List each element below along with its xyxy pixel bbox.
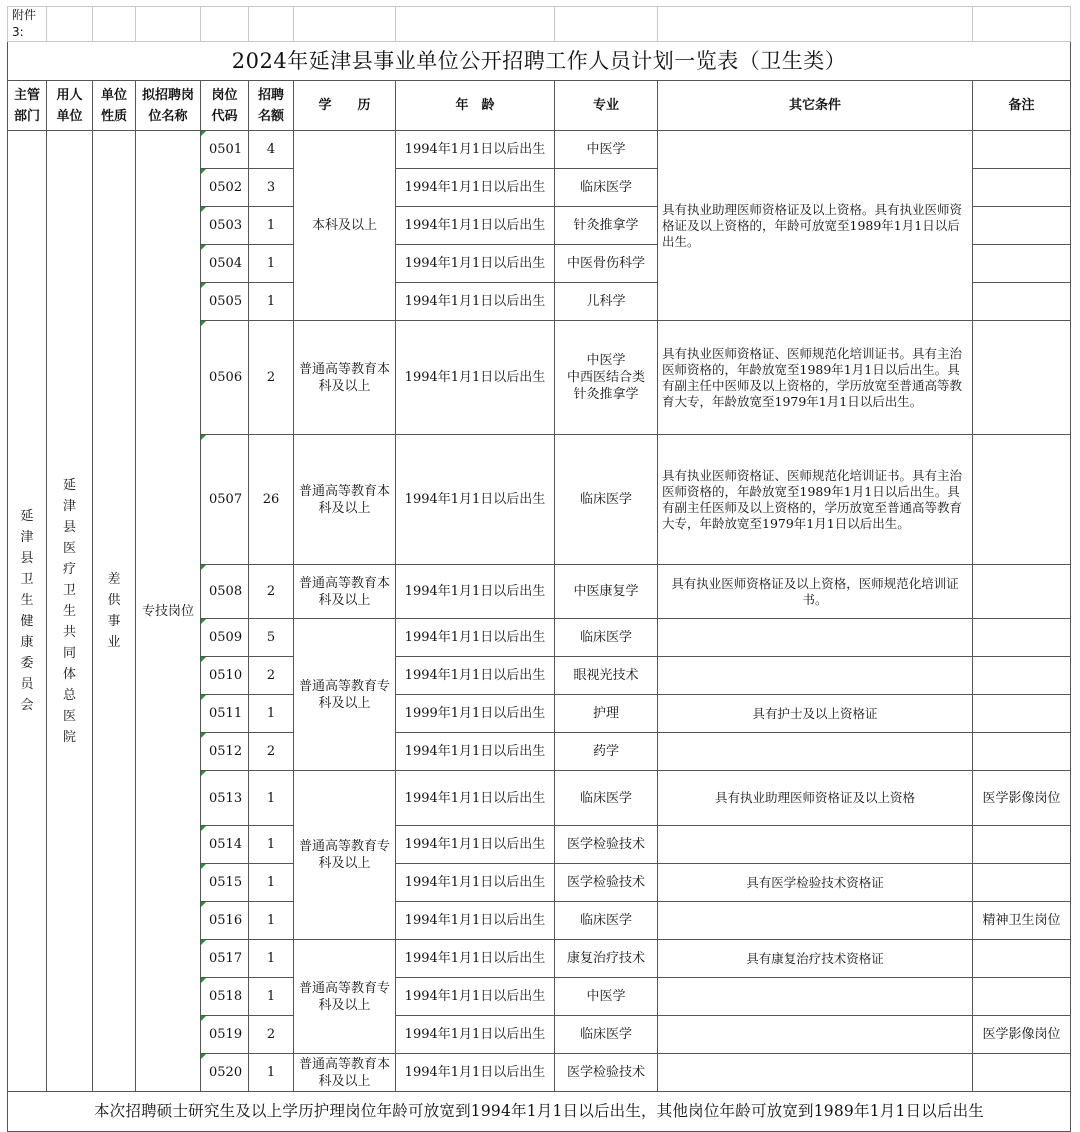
cell-major (555, 207, 658, 245)
cell-code: 0501 (201, 131, 249, 169)
cell-age: 1994年1月1日以后出生 (396, 435, 555, 565)
major-line: 眼视光技术 (573, 668, 639, 683)
cell-other-conditions (658, 657, 973, 695)
cell-code: 0518 (201, 978, 249, 1016)
header-nature: 单位性质 (93, 81, 136, 131)
header-remark: 备注 (973, 81, 1071, 131)
cell-remark (973, 940, 1071, 978)
cell-other-conditions (658, 902, 973, 940)
major-line: 医学检验技术 (566, 875, 645, 890)
cell-major (555, 245, 658, 283)
cell-other-conditions (658, 619, 973, 657)
cell-other-conditions: 具有护士及以上资格证 (658, 695, 973, 733)
cell-major (555, 435, 658, 565)
major-line: 中西医结合类 (566, 370, 645, 385)
major-line: 针灸推拿学 (573, 387, 639, 402)
cell-code: 0502 (201, 169, 249, 207)
cell-quota: 1 (249, 940, 294, 978)
major-line: 中医骨伤科学 (566, 256, 645, 271)
cell-remark (973, 435, 1071, 565)
cell-quota: 26 (249, 435, 294, 565)
cell-remark (973, 864, 1071, 902)
cell-remark (973, 321, 1071, 435)
cell-code: 0503 (201, 207, 249, 245)
cell-major (555, 283, 658, 321)
cell-code: 0510 (201, 657, 249, 695)
cell-quota: 1 (249, 1054, 294, 1092)
cell-age: 1999年1月1日以后出生 (396, 695, 555, 733)
table-row (8, 131, 1071, 169)
header-code: 岗位代码 (201, 81, 249, 131)
cell-age: 1994年1月1日以后出生 (396, 1054, 555, 1092)
cell-remark (973, 565, 1071, 619)
cell-age: 1994年1月1日以后出生 (396, 1016, 555, 1054)
cell-post-name (136, 131, 201, 1092)
cell-code: 0515 (201, 864, 249, 902)
major-line: 临床医学 (579, 913, 632, 928)
cell-other-conditions: 具有执业助理医师资格证及以上资格 (658, 771, 973, 826)
major-line: 临床医学 (579, 180, 632, 195)
cell-major (555, 619, 658, 657)
cell-remark (973, 283, 1071, 321)
cell-major (555, 131, 658, 169)
header-age: 年 龄 (396, 81, 555, 131)
cell-quota: 1 (249, 902, 294, 940)
cell-age: 1994年1月1日以后出生 (396, 321, 555, 435)
cell-education: 普通高等教育专科及以上 (294, 619, 396, 771)
cell-education: 普通高等教育专科及以上 (294, 771, 396, 940)
cell-code: 0519 (201, 1016, 249, 1054)
header-dept: 主管部门 (8, 81, 47, 131)
cell-other-conditions (658, 978, 973, 1016)
cell-quota: 1 (249, 864, 294, 902)
cell-other-conditions (658, 733, 973, 771)
cell-other-conditions (658, 1054, 973, 1092)
cell-remark (973, 169, 1071, 207)
cell-major (555, 826, 658, 864)
recruitment-plan-table (7, 6, 1071, 1132)
cell-age: 1994年1月1日以后出生 (396, 169, 555, 207)
header-quota: 招聘名额 (249, 81, 294, 131)
cell-quota: 2 (249, 657, 294, 695)
cell-remark (973, 826, 1071, 864)
nature-text: 差供事业 (107, 572, 121, 650)
major-line: 中医学 (586, 142, 626, 157)
cell-other-conditions: 具有执业医师资格证、医师规范化培训证书。具有主治医师资格的，年龄放宽至1989年1月1日以后出生。具有副主任中医师及以上资格的，学历放宽至普通高等教育大专，年龄放宽至1979年1月1日以后出生。 (658, 321, 973, 435)
cell-age: 1994年1月1日以后出生 (396, 283, 555, 321)
cell-age: 1994年1月1日以后出生 (396, 978, 555, 1016)
cell-age: 1994年1月1日以后出生 (396, 207, 555, 245)
cell-remark (973, 207, 1071, 245)
cell-major (555, 321, 658, 435)
cell-code: 0511 (201, 695, 249, 733)
cell-other-conditions: 具有执业助理医师资格证及以上资格。具有执业医师资格证及以上资格的，年龄可放宽至1989年1月1日以后出生。 (658, 131, 973, 321)
cell-code: 0514 (201, 826, 249, 864)
cell-major (555, 565, 658, 619)
cell-quota: 1 (249, 695, 294, 733)
cell-quota: 3 (249, 169, 294, 207)
major-line: 药学 (592, 744, 619, 759)
header-other: 其它条件 (658, 81, 973, 131)
cell-nature (93, 131, 136, 1092)
cell-remark: 精神卫生岗位 (973, 902, 1071, 940)
major-line: 中医学 (586, 989, 626, 1004)
dept-text: 延津县卫生健康委员会 (20, 509, 34, 713)
cell-other-conditions (658, 1016, 973, 1054)
cell-remark (973, 245, 1071, 283)
cell-code: 0507 (201, 435, 249, 565)
cell-other-conditions (658, 826, 973, 864)
cell-major (555, 657, 658, 695)
major-line: 临床医学 (579, 1027, 632, 1042)
cell-major (555, 1016, 658, 1054)
cell-code: 0516 (201, 902, 249, 940)
major-line: 针灸推拿学 (573, 218, 639, 233)
major-line: 医学检验技术 (566, 1065, 645, 1080)
cell-major (555, 864, 658, 902)
unit-text: 延津县医疗卫生共同体总医院 (62, 477, 76, 745)
cell-major (555, 1054, 658, 1092)
cell-code: 0508 (201, 565, 249, 619)
cell-code: 0509 (201, 619, 249, 657)
cell-code: 0506 (201, 321, 249, 435)
major-line: 中医康复学 (573, 584, 639, 599)
cell-remark (973, 619, 1071, 657)
page-title: 2024年延津县事业单位公开招聘工作人员计划一览表（卫生类） (8, 42, 1071, 81)
cell-major (555, 771, 658, 826)
footer-note: 本次招聘硕士研究生及以上学历护理岗位年龄可放宽到1994年1月1日以后出生，其他岗位年龄可放宽到1989年1月1日以后出生 (8, 1092, 1071, 1132)
cell-age: 1994年1月1日以后出生 (396, 245, 555, 283)
cell-education: 普通高等教育本科及以上 (294, 321, 396, 435)
cell-remark (973, 131, 1071, 169)
cell-age: 1994年1月1日以后出生 (396, 826, 555, 864)
attachment-label: 附件3: (8, 7, 47, 42)
cell-age: 1994年1月1日以后出生 (396, 940, 555, 978)
cell-other-conditions: 具有执业医师资格证、医师规范化培训证书。具有主治医师资格的，年龄放宽至1989年1月1日以后出生。具有副主任医师及以上资格的，学历放宽至普通高等教育大专，年龄放宽至1979年1月1日以后出生。 (658, 435, 973, 565)
cell-education: 普通高等教育专科及以上 (294, 940, 396, 1054)
cell-remark (973, 657, 1071, 695)
header-unit: 用人单位 (47, 81, 93, 131)
major-line: 中医学 (586, 353, 626, 368)
cell-remark (973, 978, 1071, 1016)
cell-other-conditions: 具有执业医师资格证及以上资格，医师规范化培训证书。 (658, 565, 973, 619)
cell-quota: 2 (249, 565, 294, 619)
cell-quota: 1 (249, 826, 294, 864)
major-line: 临床医学 (579, 630, 632, 645)
cell-remark (973, 733, 1071, 771)
cell-quota: 4 (249, 131, 294, 169)
cell-code: 0513 (201, 771, 249, 826)
header-major: 专业 (555, 81, 658, 131)
cell-remark: 医学影像岗位 (973, 771, 1071, 826)
cell-code: 0512 (201, 733, 249, 771)
cell-quota: 2 (249, 733, 294, 771)
major-line: 康复治疗技术 (566, 951, 645, 966)
cell-quota: 2 (249, 321, 294, 435)
cell-age: 1994年1月1日以后出生 (396, 864, 555, 902)
cell-education: 普通高等教育本科及以上 (294, 1054, 396, 1092)
cell-major (555, 978, 658, 1016)
major-line: 临床医学 (579, 790, 632, 806)
cell-other-conditions: 具有医学检验技术资格证 (658, 864, 973, 902)
cell-quota: 5 (249, 619, 294, 657)
cell-major (555, 940, 658, 978)
cell-quota: 1 (249, 283, 294, 321)
major-line: 医学检验技术 (566, 837, 645, 852)
major-line: 儿科学 (586, 294, 626, 309)
cell-code: 0517 (201, 940, 249, 978)
cell-major (555, 695, 658, 733)
cell-quota: 1 (249, 978, 294, 1016)
post-name-text: 专技岗位 (141, 603, 194, 619)
cell-age: 1994年1月1日以后出生 (396, 771, 555, 826)
cell-quota: 1 (249, 207, 294, 245)
cell-age: 1994年1月1日以后出生 (396, 902, 555, 940)
cell-major (555, 902, 658, 940)
header-post-name: 拟招聘岗位名称 (136, 81, 201, 131)
cell-education: 普通高等教育本科及以上 (294, 435, 396, 565)
cell-age: 1994年1月1日以后出生 (396, 131, 555, 169)
cell-quota: 2 (249, 1016, 294, 1054)
cell-other-conditions: 具有康复治疗技术资格证 (658, 940, 973, 978)
cell-remark (973, 695, 1071, 733)
cell-remark (973, 1054, 1071, 1092)
cell-education: 本科及以上 (294, 131, 396, 321)
cell-dept (8, 131, 47, 1092)
major-line: 护理 (592, 706, 619, 721)
cell-quota: 1 (249, 245, 294, 283)
cell-age: 1994年1月1日以后出生 (396, 565, 555, 619)
header-education: 学 历 (294, 81, 396, 131)
cell-education: 普通高等教育本科及以上 (294, 565, 396, 619)
cell-code: 0505 (201, 283, 249, 321)
cell-age: 1994年1月1日以后出生 (396, 657, 555, 695)
cell-age: 1994年1月1日以后出生 (396, 733, 555, 771)
cell-major (555, 169, 658, 207)
major-line: 临床医学 (579, 492, 632, 507)
cell-major (555, 733, 658, 771)
cell-quota: 1 (249, 771, 294, 826)
cell-remark: 医学影像岗位 (973, 1016, 1071, 1054)
cell-code: 0520 (201, 1054, 249, 1092)
cell-age: 1994年1月1日以后出生 (396, 619, 555, 657)
cell-unit (47, 131, 93, 1092)
cell-code: 0504 (201, 245, 249, 283)
